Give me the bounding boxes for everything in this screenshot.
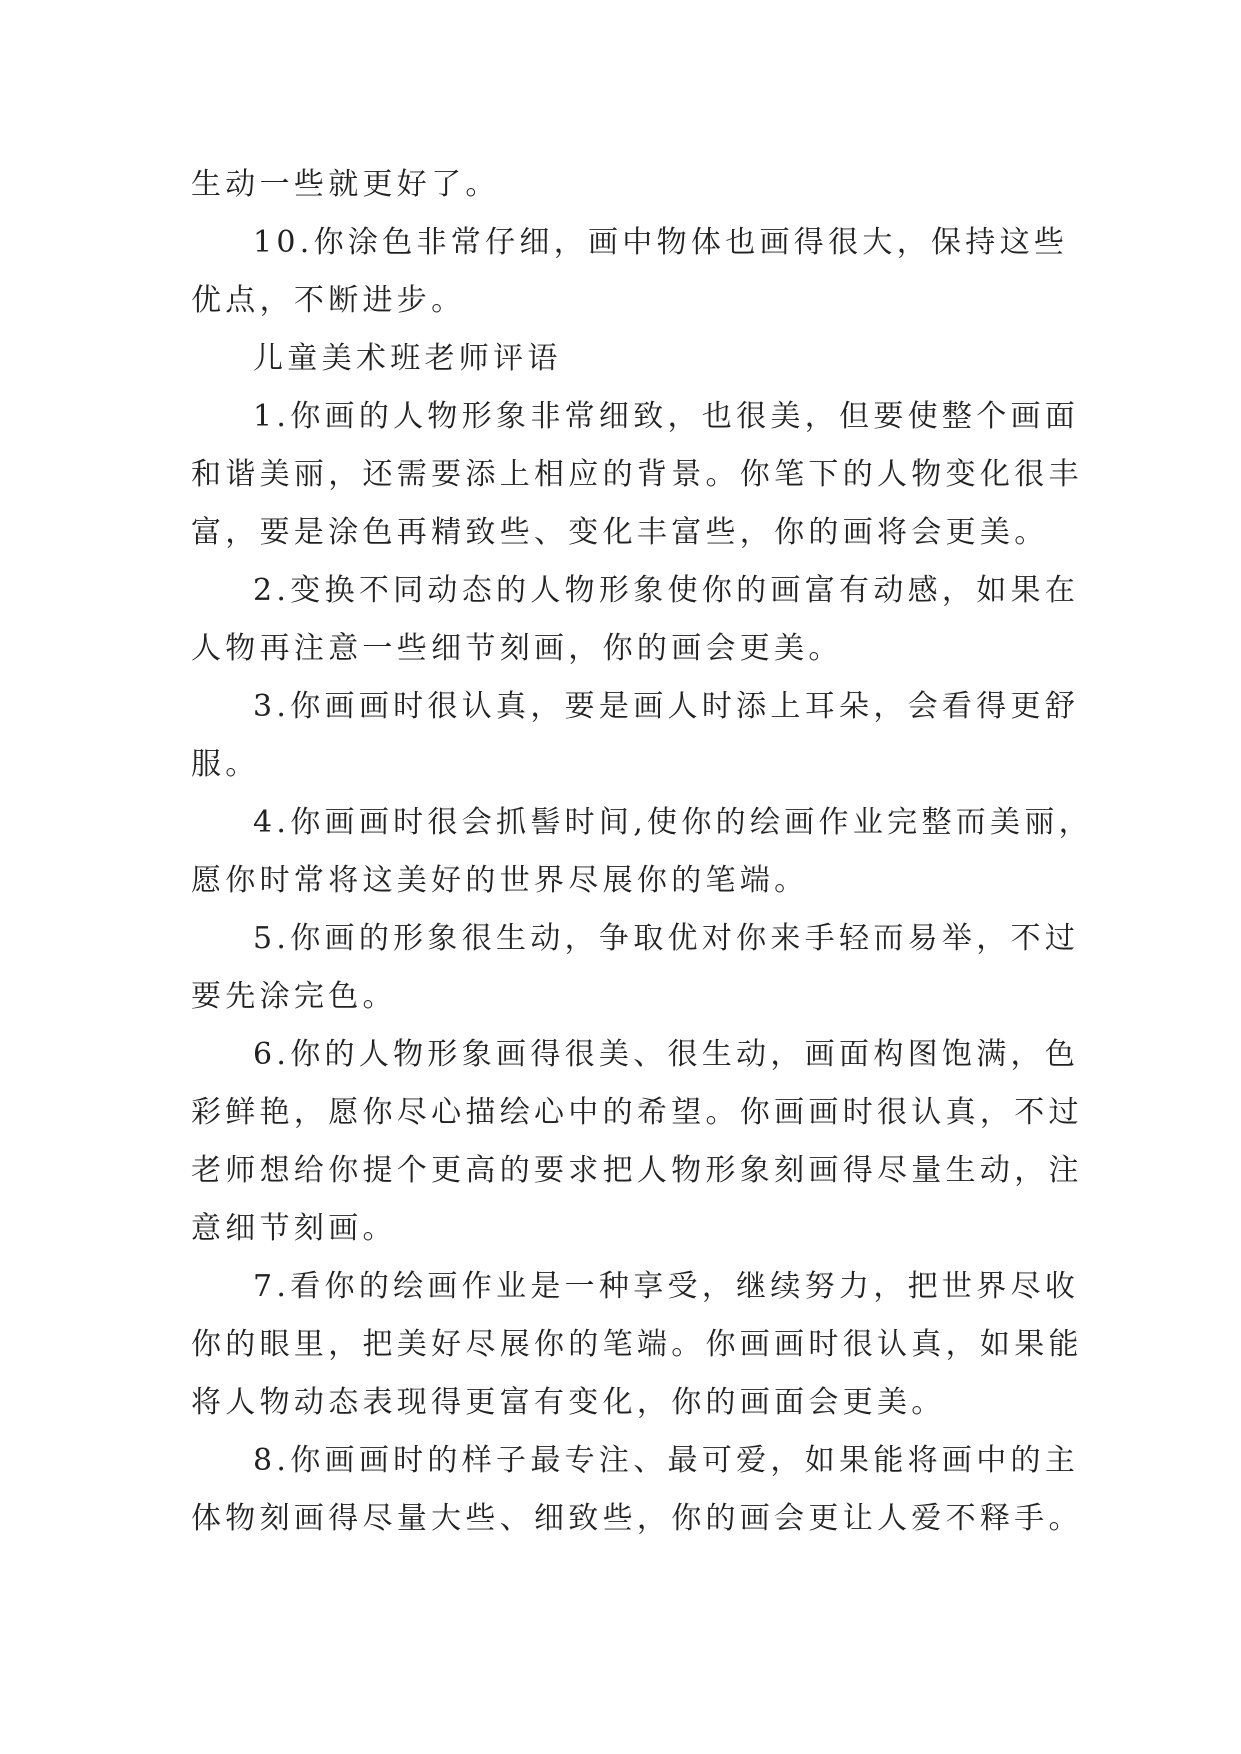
text-line: 2.变换不同动态的人物形象使你的画富有动感，如果在 [253,573,1080,608]
text-line: 优点，不断进步。 [191,283,466,318]
text-line: 1.你画的人物形象非常细致，也很美，但要使整个画面 [253,399,1080,434]
text-line: 你的眼里，把美好尽展你的笔端。你画画时很认真，如果能 [191,1327,1083,1362]
text-line: 7.看你的绘画作业是一种享受，继续努力，把世界尽收 [253,1269,1080,1304]
text-line: 和谐美丽，还需要添上相应的背景。你笔下的人物变化很丰 [191,457,1083,492]
text-line: 富，要是涂色再精致些、变化丰富些，你的画将会更美。 [191,515,1049,550]
text-line: 6.你的人物形象画得很美、很生动，画面构图饱满，色 [253,1037,1080,1072]
text-line: 老师想给你提个更高的要求把人物形象刻画得尽量生动，注 [191,1153,1083,1188]
text-line: 10.你涂色非常仔细，画中物体也画得很大，保持这些 [253,225,1069,260]
text-line: 体物刻画得尽量大些、细致些，你的画会更让人爱不释手。 [191,1501,1083,1536]
text-line: 意细节刻画。 [191,1211,397,1246]
text-line: 3.你画画时很认真，要是画人时添上耳朵，会看得更舒 [253,689,1080,724]
text-line: 服。 [191,747,260,782]
section-heading: 儿童美术班老师评语 [253,341,562,376]
text-line: 要先涂完色。 [191,979,397,1014]
text-line: 5.你画的形象很生动，争取优对你来手轻而易举，不过 [253,921,1080,956]
text-line: 生动一些就更好了。 [191,167,500,202]
text-line: 愿你时常将这美好的世界尽展你的笔端。 [191,863,809,898]
text-line: 彩鲜艳，愿你尽心描绘心中的希望。你画画时很认真，不过 [191,1095,1083,1130]
text-line: 8.你画画时的样子最专注、最可爱，如果能将画中的主 [253,1443,1080,1478]
text-line: 人物再注意一些细节刻画，你的画会更美。 [191,631,843,666]
text-line: 将人物动态表现得更富有变化，你的画面会更美。 [191,1385,946,1420]
text-line: 4.你画画时很会抓髻时间,使你的绘画作业完整而美丽， [253,805,1093,840]
